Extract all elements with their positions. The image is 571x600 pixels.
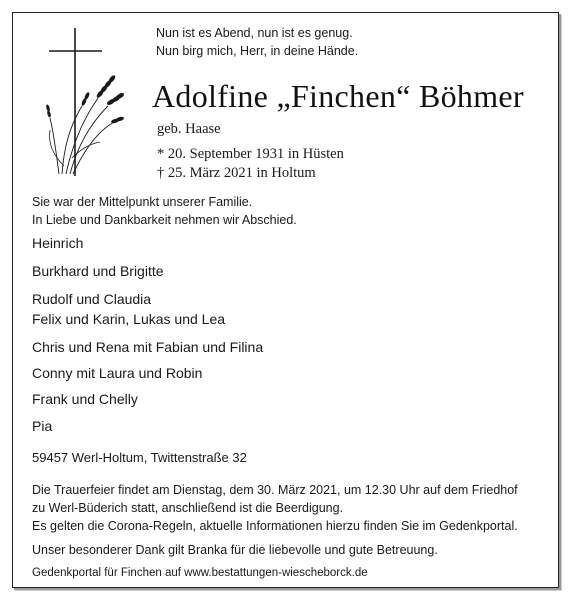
mourner: Burkhard und Brigitte bbox=[32, 263, 164, 279]
cross-with-wheat-icon bbox=[42, 26, 132, 176]
mourner: Rudolf und Claudia bbox=[32, 291, 152, 307]
maiden-name: geb. Haase bbox=[157, 121, 221, 137]
mourner: Conny mit Laura und Robin bbox=[32, 365, 203, 381]
mourner: Felix und Karin, Lukas und Lea bbox=[32, 311, 226, 327]
mourner: Chris und Rena mit Fabian und Filina bbox=[32, 339, 264, 355]
family-address: 59457 Werl-Holtum, Twittenstraße 32 bbox=[32, 450, 247, 465]
memorial-portal-note: Gedenkportal für Finchen auf www.bestattungen-wiescheborck.de bbox=[32, 567, 368, 579]
mourner: Pia bbox=[32, 418, 53, 434]
deceased-name: Adolfine „Finchen“ Böhmer bbox=[152, 78, 524, 114]
mourner: Frank und Chelly bbox=[32, 391, 138, 407]
mourner: Heinrich bbox=[32, 235, 84, 251]
deceased-bio bbox=[157, 120, 344, 183]
funeral-info bbox=[32, 481, 542, 517]
birth-date: * 20. September 1931 in Hüsten bbox=[157, 146, 344, 162]
funeral-line-1: Die Trauerfeier findet am Dienstag, dem 30. März 2021, um 12.30 Uhr auf dem Friedhof bbox=[32, 483, 518, 497]
death-date: † 25. März 2021 in Holtum bbox=[157, 165, 316, 181]
verse-line-2: Nun birg mich, Herr, in deine Hände. bbox=[156, 44, 359, 58]
verse-line-1: Nun ist es Abend, nun ist es genug. bbox=[156, 26, 353, 40]
funeral-line-2: zu Werl-Büderich statt, anschließend ist die Beerdigung. bbox=[32, 501, 344, 515]
intro-line-1: Sie war der Mittelpunkt unserer Familie. bbox=[32, 195, 253, 209]
intro-line-2: In Liebe und Dankbarkeit nehmen wir Abschied. bbox=[32, 213, 297, 227]
thanks-note: Unser besonderer Dank gilt Branka für die liebevolle und gute Betreuung. bbox=[32, 543, 438, 557]
verse bbox=[156, 24, 358, 60]
corona-note: Es gelten die Corona-Regeln, aktuelle Informationen hierzu finden Sie im Gedenkportal. bbox=[32, 519, 518, 533]
farewell-intro bbox=[32, 193, 297, 229]
